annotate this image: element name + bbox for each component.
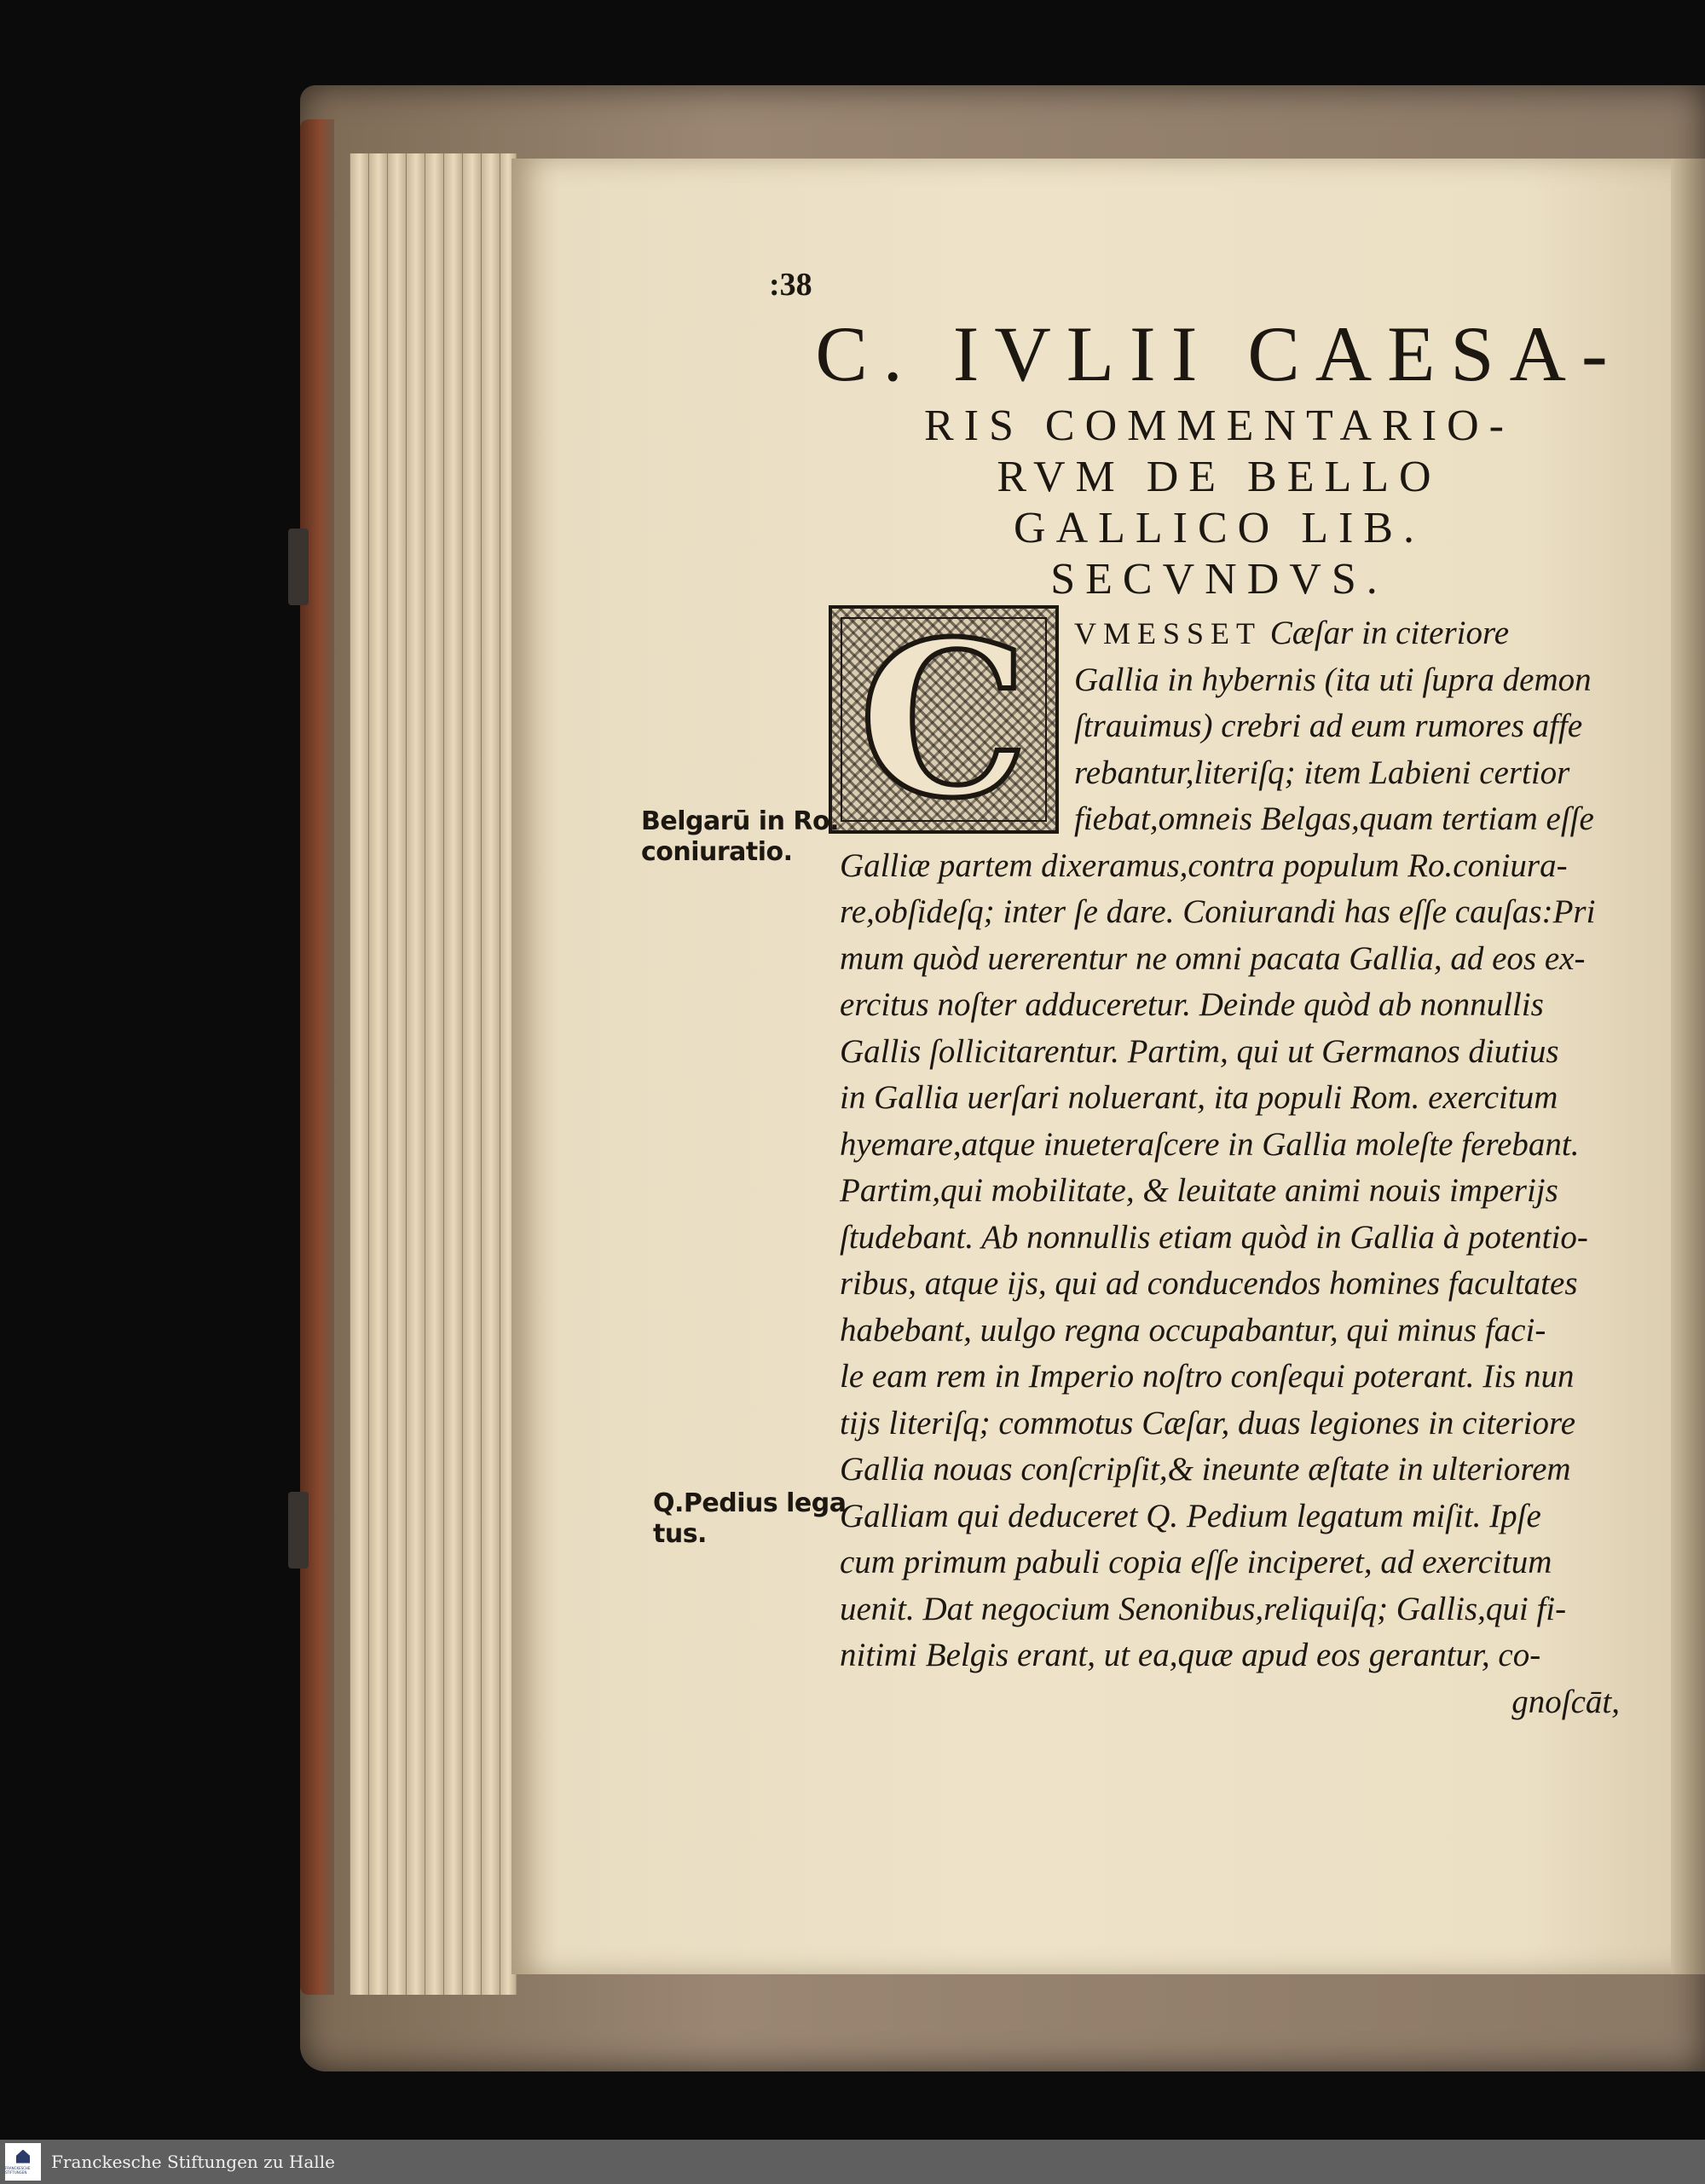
- text-line: rebantur,literiſq; item Labieni certior: [1074, 754, 1570, 791]
- text-line: ribus, atque ijs, qui ad conducendos homines facultates: [840, 1265, 1578, 1302]
- text-line: Gallia nouas conſcripſit,& ineunte æſtate in ulteriorem: [840, 1451, 1571, 1488]
- footer-bar: [0, 2140, 1705, 2184]
- body-text: [840, 594, 1641, 1725]
- footer-label: Franckesche Stiftungen zu Halle: [51, 2152, 335, 2172]
- text-line: gnoſcāt,: [1511, 1683, 1620, 1720]
- page-edge: [387, 153, 407, 1995]
- title-line: RIS COMMENTARIO-: [924, 402, 1514, 450]
- margin-note: Belgarū in Ro. coniuratio.: [641, 806, 840, 867]
- initial-letter: C: [858, 594, 1029, 845]
- book-clasp-top: [288, 529, 309, 605]
- chapter-title: [810, 307, 1628, 605]
- text-line: habebant, uulgo regna occupabantur, qui minus faci-: [840, 1311, 1546, 1349]
- text-line: in Gallia uerſari noluerant, ita populi Rom. exercitum: [840, 1079, 1558, 1116]
- title-line: RVM DE BELLO: [997, 453, 1442, 501]
- book-clasp-bottom: [288, 1492, 309, 1569]
- text-line: nitimi Belgis erant, ut ea,quæ apud eos gerantur, co-: [840, 1637, 1541, 1673]
- text-line: Gallis ſollicitarentur. Partim, qui ut Germanos diutius: [840, 1032, 1559, 1070]
- text-line: Partim,qui mobilitate, & leuitate animi nouis imperijs: [840, 1172, 1558, 1209]
- text-line: le eam rem in Imperio noſtro conſequi poterant. Iis nun: [840, 1358, 1575, 1395]
- page-edge: [462, 153, 483, 1995]
- text-line: ſtrauimus) crebri ad eum rumores affe: [1074, 708, 1583, 744]
- text-line: cum primum pabuli copia eſſe inciperet, ad exercitum: [840, 1544, 1552, 1580]
- title-line: GALLICO LIB.: [1014, 504, 1425, 552]
- page-edge: [481, 153, 501, 1995]
- title-line: C. IVLII CAESA-: [815, 310, 1623, 397]
- text-line: re,obſideſq; inter ſe dare. Coniurandi has eſſe cauſas:Pri: [840, 893, 1596, 930]
- margin-note: Q.Pedius lega tus.: [653, 1488, 847, 1549]
- text-line: VMESSET Cæſar in citeriore: [1074, 615, 1509, 651]
- institution-logo: FRANCKESCHE STIFTUNGEN: [5, 2143, 41, 2181]
- text-line: ercitus noſter adduceretur. Deinde quòd ab nonnullis: [840, 986, 1544, 1023]
- text-line: Galliam qui deduceret Q. Pedium legatum miſit. Ipſe: [840, 1497, 1541, 1534]
- text-line: Galliæ partem dixeramus,contra populum Ro.coniura-: [840, 846, 1568, 884]
- text-line: Gallia in hybernis (ita uti ſupra demon: [1074, 661, 1592, 698]
- page-edge: [350, 153, 370, 1995]
- text-line: ſtudebant. Ab nonnullis etiam quòd in Gallia à potentio-: [840, 1218, 1588, 1256]
- page-edge: [443, 153, 464, 1995]
- house-icon: [16, 2150, 30, 2164]
- text-line: tijs literiſq; commotus Cæſar, duas legiones in citeriore: [840, 1404, 1576, 1442]
- cover-spine-edge: [300, 119, 334, 1995]
- title-line: SECVNDVS.: [1050, 555, 1388, 604]
- page-gutter: [1671, 159, 1705, 1974]
- text-line: mum quòd uererentur ne omni pacata Gallia, ad eos ex-: [840, 939, 1586, 977]
- page-edge: [406, 153, 426, 1995]
- page-number: :38: [769, 267, 812, 303]
- page-edge: [368, 153, 389, 1995]
- page-edge: [425, 153, 445, 1995]
- text-line: hyemare,atque inueteraſcere in Gallia moleſte ferebant.: [840, 1125, 1580, 1163]
- text-line: fiebat,omneis Belgas,quam tertiam eſſe: [1074, 800, 1594, 837]
- text-line: uenit. Dat negocium Senonibus,reliquiſq; Gallis,qui fi-: [840, 1590, 1567, 1627]
